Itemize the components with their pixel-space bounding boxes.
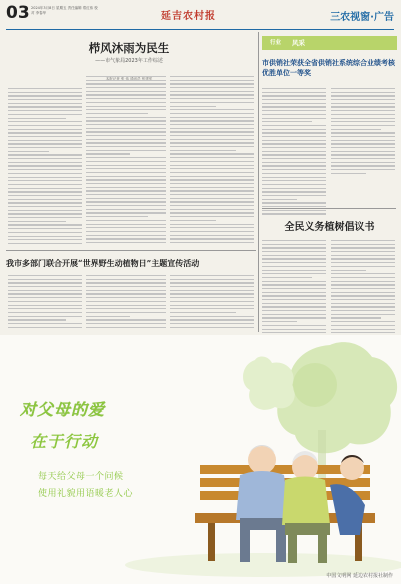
poster-headline-2: 在于行动 [30, 432, 99, 451]
middle-section-divider [6, 250, 256, 251]
right-top-col-2 [331, 88, 395, 177]
poster-credit: 中国文明网 延边农村报社制作 [326, 573, 393, 579]
right-top-article-title: 市供销社荣获全省供销社系统综合业绩考核优胜单位一等奖 [262, 58, 395, 77]
page-number: 03 [6, 3, 30, 23]
main-article-subtitle: ——市气象局2023年工作综述 [95, 58, 163, 64]
middle-article-col-2 [86, 275, 166, 330]
elderly-man-icon [236, 445, 290, 562]
middle-article-col-1 [8, 275, 82, 330]
poster-slogan-1: 每天给父母一个问候 [38, 472, 124, 482]
poster-headline-1: 对父母的爱 [20, 400, 106, 419]
main-article-col-3 [170, 76, 254, 246]
main-article-title: 栉风沐雨为民生 [88, 41, 170, 55]
right-bottom-article-title: 全民义务植树倡议书 [284, 222, 375, 233]
right-section-divider [262, 208, 396, 209]
middle-article-title: 我市多部门联合开展“世界野生动植物日”主题宣传活动 [6, 258, 200, 268]
industry-tag-label: 行业 [270, 40, 282, 46]
section-title: 三农视窗·广告 [330, 12, 394, 23]
industry-tag-brand: 风采 [292, 38, 305, 47]
poster-slogan-2: 使用礼貌用语暖老人心 [38, 489, 134, 499]
paper-name: 延吉农村报 [161, 11, 216, 22]
main-article-col-1 [8, 88, 82, 247]
dateline: 2024年3月8日 星期五 责任编辑 郑红伟 校对 李春华 [31, 6, 98, 15]
public-service-poster [0, 335, 401, 584]
column-divider [258, 32, 259, 332]
poster-illustration [0, 335, 401, 584]
industry-tag-bar [262, 36, 397, 50]
masthead [6, 3, 394, 30]
main-article-col-2 [86, 76, 166, 246]
right-top-col-1 [262, 88, 326, 217]
middle-article-col-3 [170, 275, 254, 330]
